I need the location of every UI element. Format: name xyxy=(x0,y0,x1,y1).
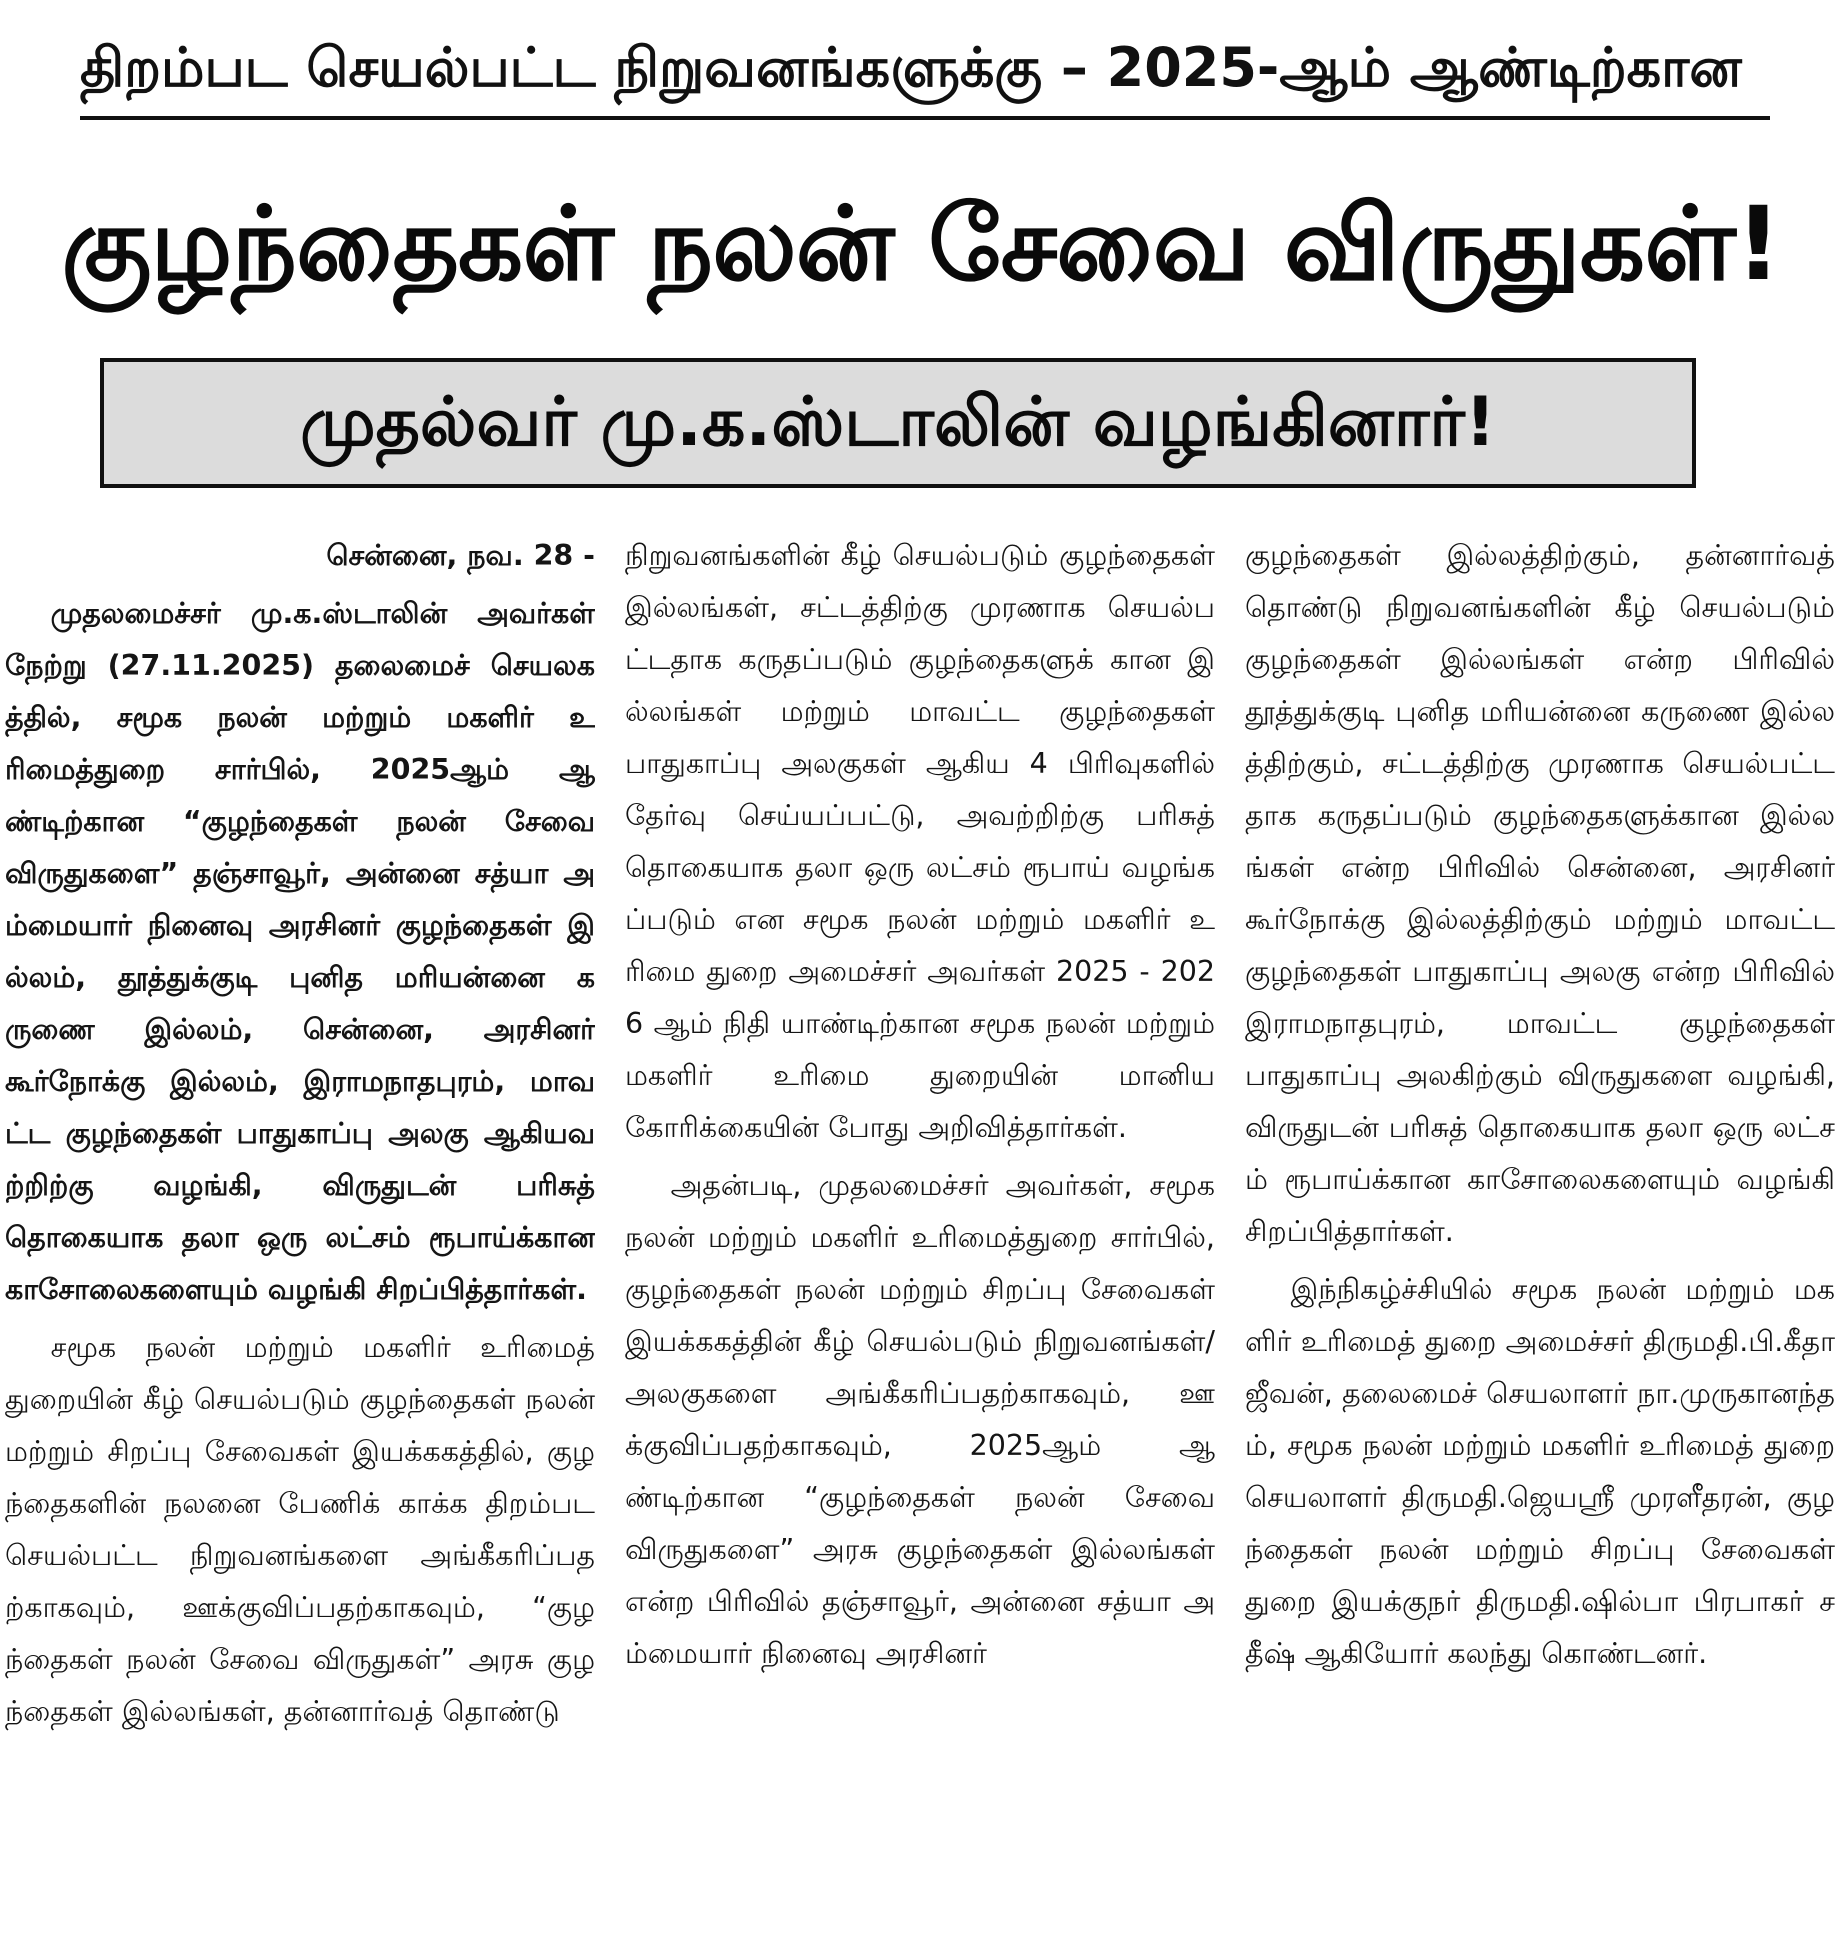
kicker-line: திறம்பட செயல்பட்ட நிறுவனங்களுக்கு – 2025-ஆம் ஆண்டிற்கான xyxy=(80,36,1742,99)
article-column-2 xyxy=(625,530,1215,1940)
paragraph: அதன்படி, முதலமைச்சர் அவர்கள், சமூக நலன் மற்றும் மகளிர் உரிமைத்துறை சார்பில், குழந்தைகள் நலன் மற்றும் சிறப்பு சேவைகள் இயக்ககத்தின் கீழ் செயல்படும் நிறுவனங்கள்/அலகுகளை அங்கீகரிப்பதற்காகவும், ஊக்குவிப்பதற்காகவும், 2025ஆம் ஆண்டிற்கான “குழந்தைகள் நலன் சேவை விருதுகளை” அரசு குழந்தைகள் இல்லங்கள் என்ற பிரிவில் தஞ்சாவூர், அன்னை சத்யா அம்மையார் நினைவு அரசினர் xyxy=(625,1169,1215,1670)
article-column-3 xyxy=(1245,530,1835,1940)
dateline-text: சென்னை, நவ. 28 - xyxy=(326,539,595,572)
lead-paragraph: முதலமைச்சர் மு.க.ஸ்டாலின் அவர்கள் நேற்று (27.11.2025) தலைமைச் செயலகத்தில், சமூக நலன் மற்றும் மகளிர் உரிமைத்துறை சார்பில், 2025ஆம் ஆண்டிற்கான “குழந்தைகள் நலன் சேவை விருதுகளை” தஞ்சாவூர், அன்னை சத்யா அம்மையார் நினைவு அரசினர் குழந்தைகள் இல்லம், தூத்துக்குடி புனித மரியன்னை கருணை இல்லம், சென்னை, அரசினர் கூர்நோக்கு இல்லம், இராமநாதபுரம், மாவட்ட குழந்தைகள் பாதுகாப்பு அலகு ஆகியவற்றிற்கு வழங்கி, விருதுடன் பரிசுத் தொகையாக தலா ஒரு லட்சம் ரூபாய்க்கான காசோலைகளையும் வழங்கி சிறப்பித்தார்கள். xyxy=(5,597,595,1306)
dateline xyxy=(5,530,595,582)
paragraph: இந்நிகழ்ச்சியில் சமூக நலன் மற்றும் மகளிர் உரிமைத் துறை அமைச்சர் திருமதி.பி.கீதா ஜீவன், தலைமைச் செயலாளர் நா.முருகானந்தம், சமூக நலன் மற்றும் மகளிர் உரிமைத் துறை செயலாளர் திருமதி.ஜெயஸ்ரீ முரளீதரன், குழந்தைகள் நலன் மற்றும் சிறப்பு சேவைகள் துறை இயக்குநர் திருமதி.ஷில்பா பிரபாகர் சதீஷ் ஆகியோர் கலந்து கொண்டனர். xyxy=(1245,1273,1835,1670)
paragraph: குழந்தைகள் இல்லத்திற்கும், தன்னார்வத் தொண்டு நிறுவனங்களின் கீழ் செயல்படும் குழந்தைகள் இல்லங்கள் என்ற பிரிவில் தூத்துக்குடி புனித மரியன்னை கருணை இல்லத்திற்கும், சட்டத்திற்கு முரணாக செயல்பட்டதாக கருதப்படும் குழந்தைகளுக்கான இல்லங்கள் என்ற பிரிவில் சென்னை, அரசினர் கூர்நோக்கு இல்லத்திற்கும் மற்றும் மாவட்ட குழந்தைகள் பாதுகாப்பு அலகு என்ற பிரிவில் இராமநாதபுரம், மாவட்ட குழந்தைகள் பாதுகாப்பு அலகிற்கும் விருதுகளை வழங்கி, விருதுடன் பரிசுத் தொகையாக தலா ஒரு லட்சம் ரூபாய்க்கான காசோலைகளையும் வழங்கி சிறப்பித்தார்கள். xyxy=(1245,539,1835,1248)
paragraph: சமூக நலன் மற்றும் மகளிர் உரிமைத் துறையின் கீழ் செயல்படும் குழந்தைகள் நலன் மற்றும் சிறப்பு சேவைகள் இயக்ககத்தில், குழந்தைகளின் நலனை பேணிக் காக்க திறம்பட செயல்பட்ட நிறுவனங்களை அங்கீகரிப்பதற்காகவும், ஊக்குவிப்பதற்காகவும், “குழந்தைகள் நலன் சேவை விருதுகள்” அரசு குழந்தைகள் இல்லங்கள், தன்னார்வத் தொண்டு xyxy=(5,1331,595,1728)
article-column-1 xyxy=(5,530,595,1940)
subheadline: முதல்வர் மு.க.ஸ்டாலின் வழங்கினார்! xyxy=(300,383,1496,462)
kicker-underline xyxy=(80,116,1770,120)
subheadline-box xyxy=(100,358,1696,488)
headline: குழந்தைகள் நலன் சேவை விருதுகள்! xyxy=(61,185,1781,304)
paragraph: நிறுவனங்களின் கீழ் செயல்படும் குழந்தைகள் இல்லங்கள், சட்டத்திற்கு முரணாக செயல்பட்டதாக கருதப்படும் குழந்தைகளுக் கான இல்லங்கள் மற்றும் மாவட்ட குழந்தைகள் பாதுகாப்பு அலகுகள் ஆகிய 4 பிரிவுகளில் தேர்வு செய்யப்பட்டு, அவற்றிற்கு பரிசுத் தொகையாக தலா ஒரு லட்சம் ரூபாய் வழங்கப்படும் என சமூக நலன் மற்றும் மகளிர் உரிமை துறை அமைச்சர் அவர்கள் 2025 - 2026 ஆம் நிதி யாண்டிற்கான சமூக நலன் மற்றும் மகளிர் உரிமை துறையின் மானிய கோரிக்கையின் போது அறிவித்தார்கள். xyxy=(625,539,1215,1144)
